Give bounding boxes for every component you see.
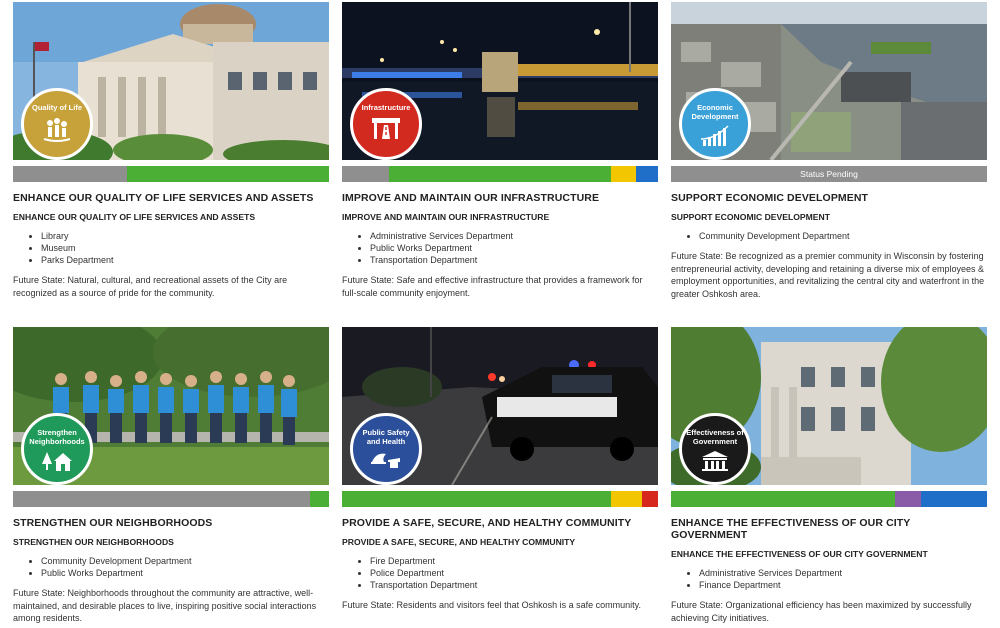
card-subtitle: STRENGTHEN OUR NEIGHBORHOODS [13,537,174,547]
card-subtitle: ENHANCE OUR QUALITY OF LIFE SERVICES AND ASSETS [13,212,256,222]
badge-label: Public Safety and Health [362,428,410,446]
card-title: SUPPORT ECONOMIC DEVELOPMENT [671,192,869,204]
progress-bar [671,491,987,507]
future-state: Future State: Neighborhoods throughout the community are attractive, well-maintained, and desirable places to live, inspiring positive social interactions among residents. [13,588,317,624]
future-state: Future State: Be recognized as a premier community in Wisconsin by fostering entrepreneurial activity, developing and retaining a diverse mix of employees & employment opportunities, and revitalizing the central city and waterfront in the greater Oshkosh area. [671,251,985,299]
department-item: • Community Development Department [41,555,329,567]
family-icon [42,117,72,148]
badge-label: Effectiveness of Government [686,428,744,446]
city-hall-photo [671,327,987,485]
house-tree-icon [41,450,73,477]
status-pending-label: Status Pending [800,169,858,179]
city-hall-icon [700,450,730,477]
department-list [699,567,987,591]
future-state: Future State: Residents and visitors feel that Oshkosh is a safe community. [342,600,641,610]
future-state: Future State: Safe and effective infrastructure that provides a framework for full-scale community enjoyment. [342,275,643,298]
progress-segment-green [127,166,329,182]
badge-label: Quality of Life [31,103,82,112]
card-title: PROVIDE A SAFE, SECURE, AND HEALTHY COMMUNITY [342,517,632,529]
badge-effectiveness [679,413,751,485]
card-subtitle: SUPPORT ECONOMIC DEVELOPMENT [671,212,830,222]
badge-economic-development [679,88,751,160]
department-item: • Public Works Department [370,242,658,254]
department-item: • Police Department [370,567,658,579]
department-list [370,230,658,266]
progress-segment-gray [13,166,127,182]
department-list [41,230,329,266]
helmet-icon [370,450,402,475]
progress-segment-blue [636,166,658,182]
card-title: ENHANCE OUR QUALITY OF LIFE SERVICES AND ASSETS [13,192,314,204]
department-item: • Public Works Department [41,567,329,579]
progress-segment-green [342,491,611,507]
future-state: Future State: Organizational efficiency has been maximized by successfully achieving City initiatives. [671,600,972,623]
progress-segment-gray [342,166,389,182]
department-item: • Administrative Services Department [699,567,987,579]
department-item: • Community Development Department [699,230,987,242]
card-quality-of-life [13,2,329,299]
progress-bar [671,166,987,182]
card-title: STRENGTHEN OUR NEIGHBORHOODS [13,517,213,529]
progress-segment-green [671,491,895,507]
card-economic-development [671,2,987,300]
card-subtitle: PROVIDE A SAFE, SECURE, AND HEALTHY COMMUNITY [342,537,576,547]
progress-bar [342,166,658,182]
card-title: IMPROVE AND MAINTAIN OUR INFRASTRUCTURE [342,192,600,204]
department-item: • Parks Department [41,254,329,266]
growth-chart-icon [700,125,730,152]
card-infrastructure [342,2,658,299]
progress-segment-yellow [611,166,636,182]
badge-label: Economic Development [691,103,739,121]
badge-quality-of-life [21,88,93,160]
police-car-photo [342,327,658,485]
card-effectiveness [671,327,987,624]
badge-neighborhoods [21,413,93,485]
progress-segment-yellow [611,491,643,507]
progress-segment-blue [921,491,987,507]
progress-segment-green [310,491,329,507]
card-subtitle: IMPROVE AND MAINTAIN OUR INFRASTRUCTURE [342,212,550,222]
future-state: Future State: Natural, cultural, and recreational assets of the City are recognized as a source of pride for the community. [13,275,288,298]
department-item: • Finance Department [699,579,987,591]
card-title: ENHANCE THE EFFECTIVENESS OF OUR CITY GOVERNMENT [671,517,911,541]
department-item: • Library [41,230,329,242]
badge-label: Strengthen Neighborhoods [29,428,85,446]
progress-segment-red [642,491,658,507]
progress-bar [13,166,329,182]
aerial-city-photo [671,2,987,160]
department-item: • Administrative Services Department [370,230,658,242]
department-item: • Transportation Department [370,579,658,591]
department-item: • Museum [41,242,329,254]
bridge-night-photo [342,2,658,160]
progress-segment-gray [13,491,310,507]
department-list [370,555,658,591]
volunteers-photo [13,327,329,485]
badge-public-safety [350,413,422,485]
department-list [699,230,987,242]
badge-infrastructure [350,88,422,160]
progress-segment-purple [895,491,920,507]
card-public-safety [342,327,658,612]
department-list [41,555,329,579]
department-item: • Fire Department [370,555,658,567]
progress-bar [342,491,658,507]
card-subtitle: ENHANCE THE EFFECTIVENESS OF OUR CITY GOVERNMENT [671,549,928,559]
progress-segment-green [389,166,610,182]
card-neighborhoods [13,327,329,625]
progress-bar [13,491,329,507]
badge-label: Infrastructure [361,103,411,112]
road-icon [371,117,401,146]
museum-photo [13,2,329,160]
department-item: • Transportation Department [370,254,658,266]
